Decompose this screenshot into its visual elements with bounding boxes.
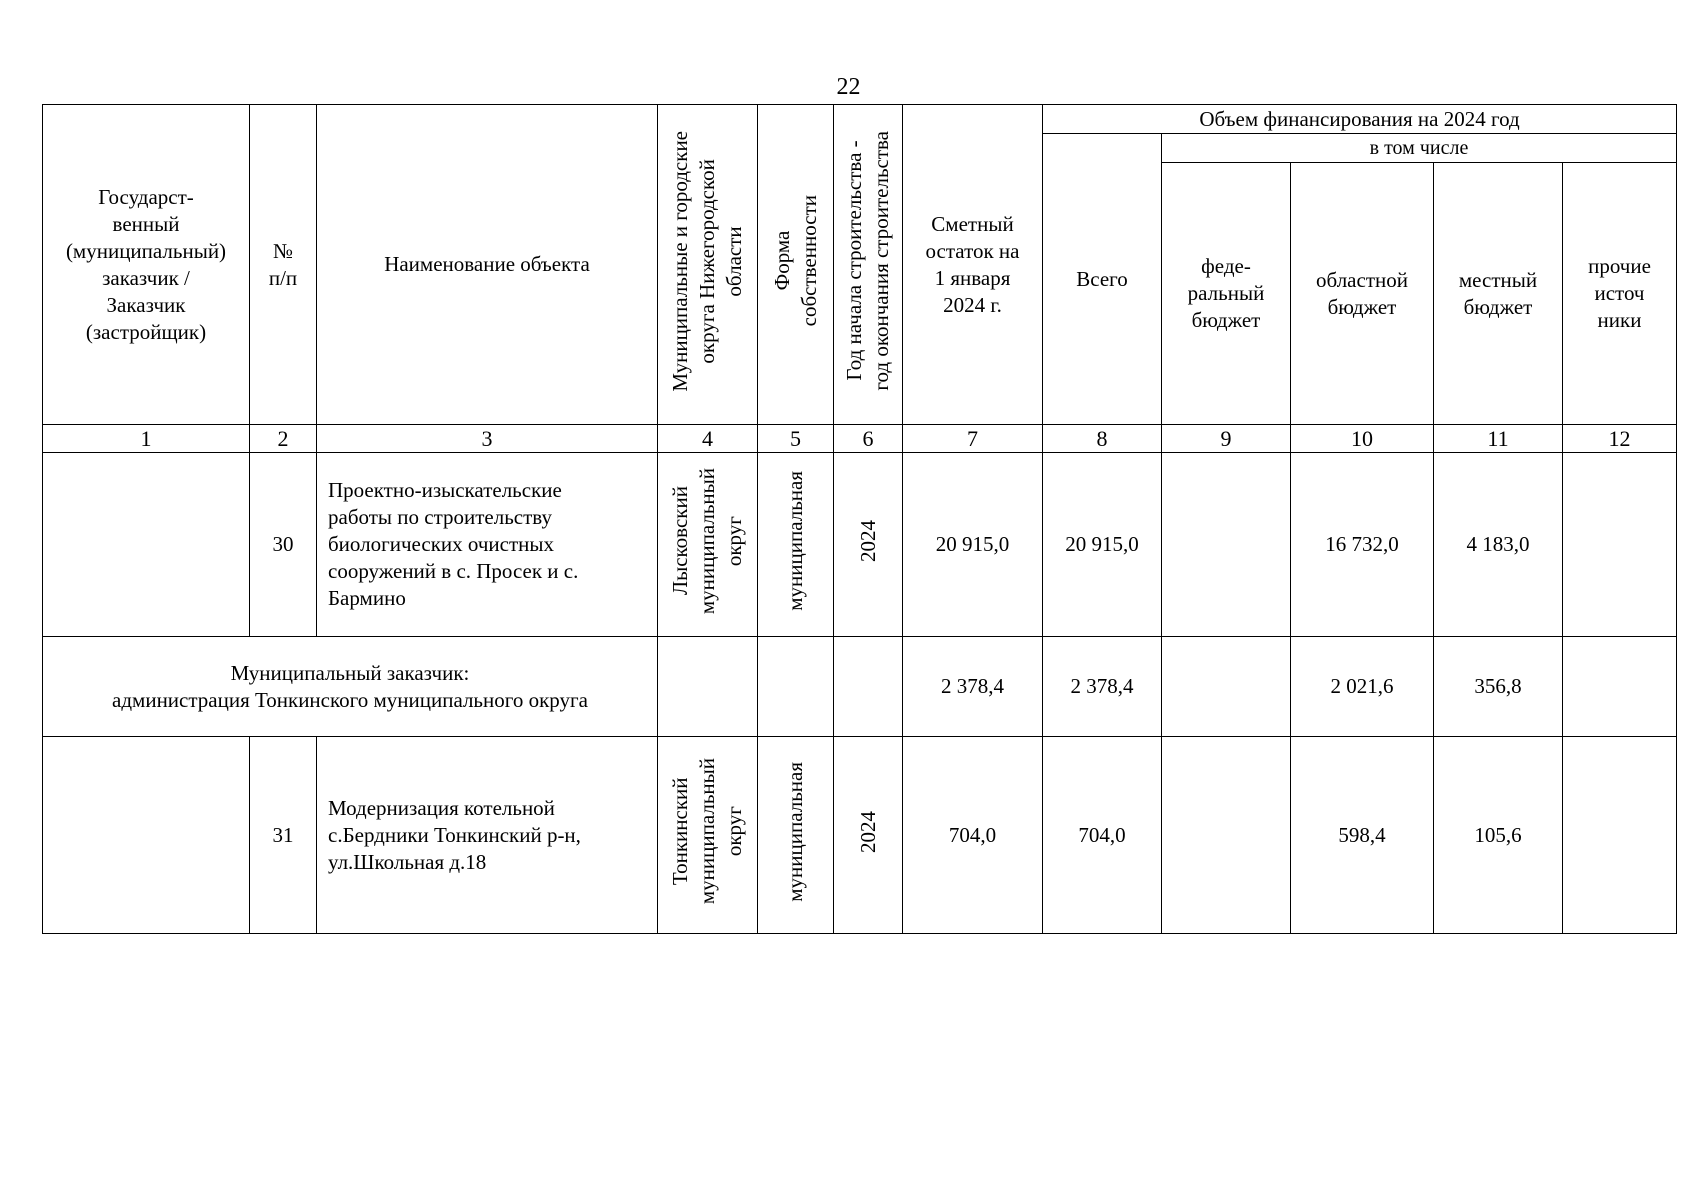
header-ownership	[758, 105, 834, 425]
cell-years-text: 2024	[855, 810, 880, 853]
header-other: прочие источ ники	[1563, 163, 1677, 425]
column-number: 10	[1291, 425, 1434, 453]
cell-customer	[43, 737, 250, 934]
cell-years	[834, 737, 903, 934]
column-number-row	[43, 425, 1677, 453]
cell-customer	[43, 453, 250, 637]
cell-regional: 16 732,0	[1291, 453, 1434, 637]
header-municipality-text: Муниципальные и городские округа Нижегородской области	[668, 130, 746, 392]
cell-ownership-text: муниципальная	[783, 471, 807, 611]
cell-balance: 704,0	[903, 737, 1043, 934]
header-federal: феде- ральный бюджет	[1162, 163, 1291, 425]
cell-number: 31	[250, 737, 317, 934]
cell-total: 704,0	[1043, 737, 1162, 934]
column-number: 6	[834, 425, 903, 453]
cell-federal	[1162, 637, 1291, 737]
cell-balance: 2 378,4	[903, 637, 1043, 737]
cell-municipality-text: Тонкинский муниципальный округ	[668, 758, 746, 905]
column-number: 3	[317, 425, 658, 453]
cell-regional: 2 021,6	[1291, 637, 1434, 737]
header-years-text: Год начала строительства - год окончания строительства	[842, 131, 893, 391]
cell-municipality	[658, 637, 758, 737]
cell-number: 30	[250, 453, 317, 637]
header-years	[834, 105, 903, 425]
header-row-top	[43, 105, 1677, 134]
column-number: 12	[1563, 425, 1677, 453]
header-total: Всего	[1043, 134, 1162, 425]
cell-federal	[1162, 737, 1291, 934]
table-row	[43, 737, 1677, 934]
column-number: 9	[1162, 425, 1291, 453]
column-number: 5	[758, 425, 834, 453]
cell-regional: 598,4	[1291, 737, 1434, 934]
table-row	[43, 453, 1677, 637]
header-funding: Объем финансирования на 2024 год	[1043, 105, 1677, 134]
cell-balance: 20 915,0	[903, 453, 1043, 637]
header-object-name: Наименование объекта	[317, 105, 658, 425]
header-ownership-text: Форма собственности	[769, 195, 821, 327]
cell-total: 2 378,4	[1043, 637, 1162, 737]
cell-years	[834, 637, 903, 737]
cell-local: 4 183,0	[1434, 453, 1563, 637]
financing-table	[42, 104, 1677, 934]
cell-total: 20 915,0	[1043, 453, 1162, 637]
column-number: 8	[1043, 425, 1162, 453]
cell-object-name: Проектно-изыскательские работы по строительству биологических очистных сооружений в с. Просек и с. Бармино	[317, 453, 658, 637]
cell-ownership-text: муниципальная	[783, 761, 807, 902]
header-balance: Сметный остаток на 1 января 2024 г.	[903, 105, 1043, 425]
column-number: 1	[43, 425, 250, 453]
column-number: 7	[903, 425, 1043, 453]
column-number: 4	[658, 425, 758, 453]
header-customer: Государст- венный (муниципальный) заказчик / Заказчик (застройщик)	[43, 105, 250, 425]
cell-federal	[1162, 453, 1291, 637]
cell-other	[1563, 453, 1677, 637]
cell-ownership	[758, 637, 834, 737]
header-municipality	[658, 105, 758, 425]
header-regional: областной бюджет	[1291, 163, 1434, 425]
cell-other	[1563, 637, 1677, 737]
cell-years	[834, 453, 903, 637]
column-number: 11	[1434, 425, 1563, 453]
customer-group-row	[43, 637, 1677, 737]
header-local: местный бюджет	[1434, 163, 1563, 425]
cell-ownership	[758, 453, 834, 637]
cell-local: 105,6	[1434, 737, 1563, 934]
cell-years-text: 2024	[855, 520, 880, 562]
cell-municipality	[658, 453, 758, 637]
cell-customer-group: Муниципальный заказчик: администрация Тонкинского муниципального округа	[43, 637, 658, 737]
column-number: 2	[250, 425, 317, 453]
cell-ownership	[758, 737, 834, 934]
cell-object-name: Модернизация котельной с.Бердники Тонкинский р-н, ул.Школьная д.18	[317, 737, 658, 934]
page-number: 22	[836, 74, 861, 100]
header-number: № п/п	[250, 105, 317, 425]
cell-municipality-text: Лысковский муниципальный округ	[668, 467, 746, 615]
cell-other	[1563, 737, 1677, 934]
cell-local: 356,8	[1434, 637, 1563, 737]
cell-municipality	[658, 737, 758, 934]
header-including: в том числе	[1162, 134, 1677, 163]
